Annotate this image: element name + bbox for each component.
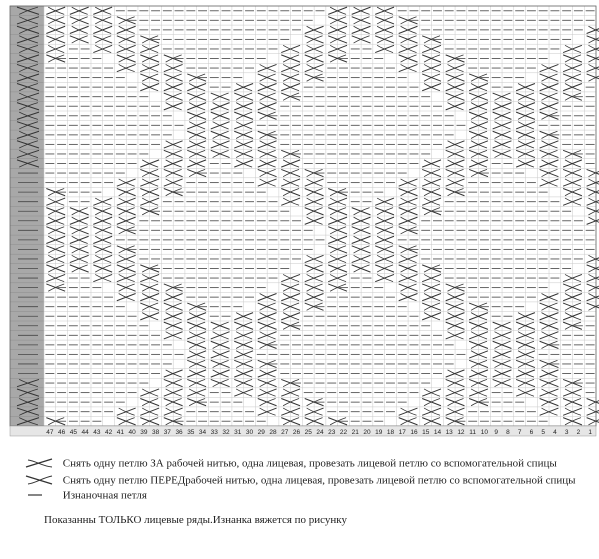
x-tick-label: 30 [245,429,254,436]
x-tick-label: 13 [445,429,453,436]
x-tick-label: 40 [128,429,136,436]
x-tick-label: 9 [494,429,498,436]
x-tick-label: 3 [564,429,569,436]
legend-item-front-cross [22,474,576,486]
x-tick-label: 16 [410,429,418,436]
legend-text-purl: Изнаночная петля [62,489,147,502]
x-tick-label: 10 [480,429,489,436]
cross-back-icon [22,457,56,469]
x-tick-label: 7 [517,429,522,436]
x-tick-label: 44 [81,429,89,436]
x-tick-label: 4 [553,429,557,436]
x-tick-label: 14 [433,429,442,436]
x-tick-label: 8 [506,429,510,436]
chart-note: Показанны ТОЛЬКО лицевые ряды.Изнанка вяжется по рисунку [44,514,347,526]
x-tick-label: 36 [175,429,183,436]
x-tick-label: 39 [140,429,148,436]
x-tick-label: 31 [234,429,242,436]
x-tick-label: 37 [163,429,171,436]
x-tick-label: 38 [151,429,160,436]
x-tick-label: 17 [398,429,406,436]
legend-text-back-cross: Снять одну петлю ЗА рабочей нитью, одна лицевая, провезать лицевой петлю со вспомогательной спицы [62,457,557,470]
x-tick-label: 6 [529,429,534,436]
x-tick-label: 32 [222,429,230,436]
x-tick-label: 33 [210,429,218,436]
x-tick-label: 18 [386,429,395,436]
x-tick-label: 46 [57,429,66,436]
x-axis [10,426,596,436]
x-tick-label: 27 [281,429,289,436]
legend-text-front-cross: Снять одну петлю ПЕРЕДрабочей нитью, одна лицевая, провезать лицевой петлю со вспомогательной спицы [62,474,576,487]
x-tick-label: 35 [187,429,195,436]
x-tick-label: 45 [69,429,77,436]
x-tick-label: 43 [93,429,101,436]
legend-item-back-cross [22,457,557,469]
x-tick-label: 29 [257,429,265,436]
legend-item-purl [22,489,147,501]
x-tick-label: 5 [541,429,545,436]
x-tick-label: 21 [351,429,359,436]
x-tick-label: 2 [576,429,581,436]
x-tick-label: 22 [339,429,348,436]
x-tick-label: 19 [375,429,383,436]
cross-front-icon [22,474,56,486]
x-tick-label: 28 [269,429,277,436]
x-tick-label: 12 [457,429,465,436]
purl-icon [22,489,56,501]
x-tick-label: 1 [588,429,592,436]
x-tick-label: 41 [116,429,124,436]
x-tick-label: 15 [422,429,430,436]
x-tick-label: 42 [104,429,113,436]
x-tick-label: 34 [198,429,207,436]
x-tick-label: 25 [304,429,312,436]
x-tick-label: 20 [363,429,371,436]
x-tick-label: 26 [292,429,301,436]
x-tick-label: 24 [316,429,324,436]
x-tick-label: 11 [469,429,477,436]
x-tick-label: 47 [46,429,54,436]
x-tick-label: 23 [328,429,336,436]
